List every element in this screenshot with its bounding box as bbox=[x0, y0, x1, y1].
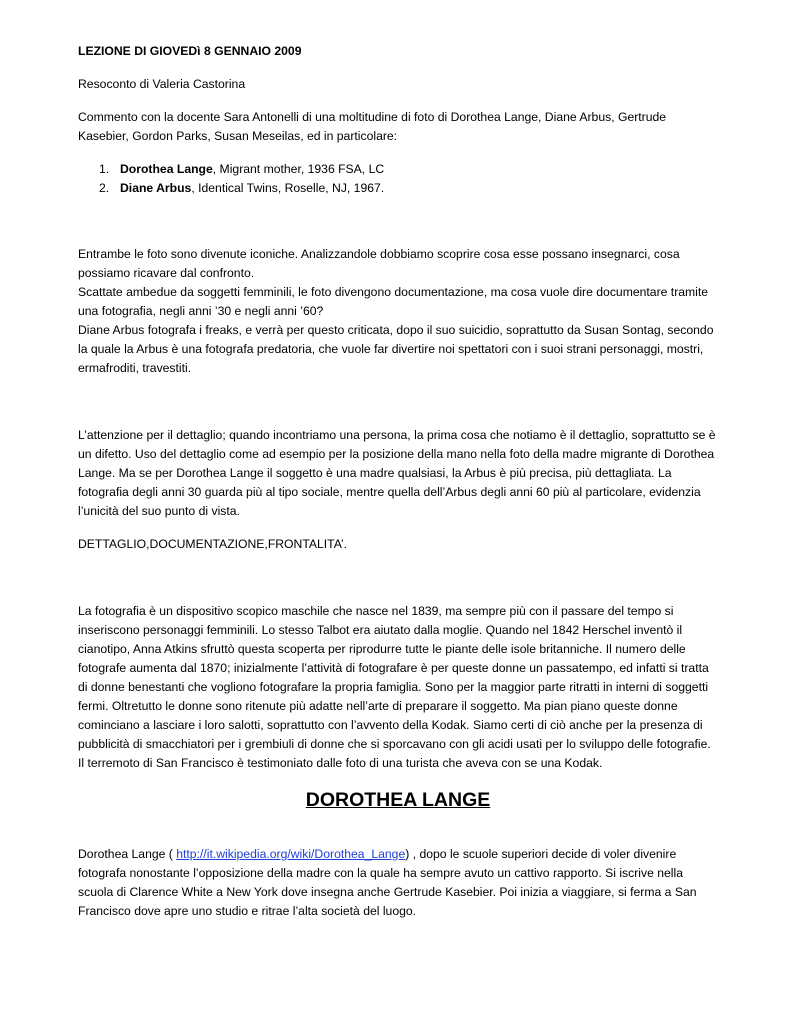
paragraph-line: Diane Arbus fotografa i freaks, e verrà per questo criticata, dopo il suo suicidio, soprattutto da Susan Sontag, secondo la quale la Arbus è una fotografa predatoria, che vuole far divertire noi spettatori con i suoi strani personaggi, mostri, ermafroditi, travestiti. bbox=[78, 323, 714, 375]
paragraph-lange-bio bbox=[78, 845, 718, 921]
intro-paragraph: Commento con la docente Sara Antonelli di una moltitudine di foto di Dorothea Lange, Diane Arbus, Gertrude Kasebier, Gordon Parks, Susan Meseilas, ed in particolare: bbox=[78, 110, 667, 143]
paragraph-iconic-photos bbox=[78, 245, 718, 378]
list-text bbox=[120, 160, 384, 179]
photo-list bbox=[78, 160, 718, 198]
spacer bbox=[78, 392, 718, 426]
list-text bbox=[120, 179, 384, 198]
bio-text-start: Dorothea Lange ( bbox=[78, 847, 177, 861]
photographer-name: Dorothea Lange bbox=[120, 162, 213, 176]
list-item bbox=[78, 160, 718, 179]
lesson-header: LEZIONE DI GIOVEDì 8 GENNAIO 2009 bbox=[78, 44, 302, 58]
paragraph-line: La fotografia è un dispositivo scopico maschile che nasce nel 1839, ma sempre più con il passare del tempo si inseriscono personaggi femminili. Lo stesso Talbot era aiutato dalla moglie. Quando nel 1842 Herschel inventò il cianotipo, Anna Atkins sfruttò questa scoperta per riprodurre tutte le piante delle isole britanniche. Il numero delle fotografe aumenta dal 1870; inizialmente l’attività di fotografare è per queste donne un passatempo, ed infatti si tratta di donne benestanti che vogliono fotografare la propria famiglia. Sono per la maggior parte ritratti in interni di soggetti fermi. Oltretutto le donne sono ritenute più adatte nell’arte di preparare il soggetto. Ma pian piano queste donne cominciano a lasciare i loro salotti, soprattutto con l’avvento della Kodak. Siamo certi di ciò anche per la presenza di pubblicità di smacchiatori per i grembiuli di donne che si sporcavano con gli acidi usati per lo sviluppo delle fotografie. bbox=[78, 604, 711, 751]
paragraph-line: Entrambe le foto sono divenute iconiche. Analizzandole dobbiamo scoprire cosa esse possano insegnarci, cosa possiamo ricavare dal confronto. bbox=[78, 247, 680, 280]
spacer bbox=[78, 212, 718, 245]
paragraph-history bbox=[78, 602, 718, 773]
list-item bbox=[78, 179, 718, 198]
photo-caption: , Identical Twins, Roselle, NJ, 1967. bbox=[191, 181, 385, 195]
spacer bbox=[78, 568, 718, 602]
paragraph-line: Scattate ambedue da soggetti femminili, le foto divengono documentazione, ma cosa vuole dire documentare tramite una fotografia, negli anni ’30 e negli anni ’60? bbox=[78, 285, 709, 318]
section-heading: DOROTHEA LANGE bbox=[305, 789, 491, 811]
photo-caption: , Migrant mother, 1936 FSA, LC bbox=[212, 162, 385, 176]
list-number: 1. bbox=[99, 162, 110, 176]
keywords-line: DETTAGLIO,DOCUMENTAZIONE,FRONTALITA’. bbox=[78, 537, 348, 551]
photographer-name: Diane Arbus bbox=[120, 181, 192, 195]
bio-text-rest: ) , dopo le scuole superiori decide di voler divenire fotografa nonostante l’opposizione della madre con la quale ha sempre avuto un cattivo rapporto. Si iscrive nella scuola di Clarence White a New York dove insegna anche Gertrude Kasebier. Poi inizia a viaggiare, si ferma a San Francisco dove apre uno studio e ritrae l’alta società del luogo. bbox=[78, 847, 697, 918]
document-page bbox=[78, 42, 718, 921]
spacer bbox=[78, 813, 718, 845]
list-number: 2. bbox=[99, 181, 110, 195]
paragraph-detail: L’attenzione per il dettaglio; quando incontriamo una persona, la prima cosa che notiamo è il dettaglio, soprattutto se è un difetto. Uso del dettaglio come ad esempio per la posizione della mano nella foto della madre migrante di Dorothea Lange. Ma se per Dorothea Lange il soggetto è una madre qualsiasi, la Arbus è più precisa, più dettagliata. La fotografia degli anni 30 guarda più al tipo sociale, mentre quella dell’Arbus degli anni 60 più al particolare, evidenzia l’unicità del suo punto di vista. bbox=[78, 428, 716, 518]
paragraph-line: Il terremoto di San Francisco è testimoniato dalle foto di una turista che aveva con se una Kodak. bbox=[78, 756, 603, 770]
author-line: Resoconto di Valeria Castorina bbox=[78, 77, 246, 91]
wikipedia-link[interactable]: http://it.wikipedia.org/wiki/Dorothea_Lange bbox=[176, 847, 406, 861]
